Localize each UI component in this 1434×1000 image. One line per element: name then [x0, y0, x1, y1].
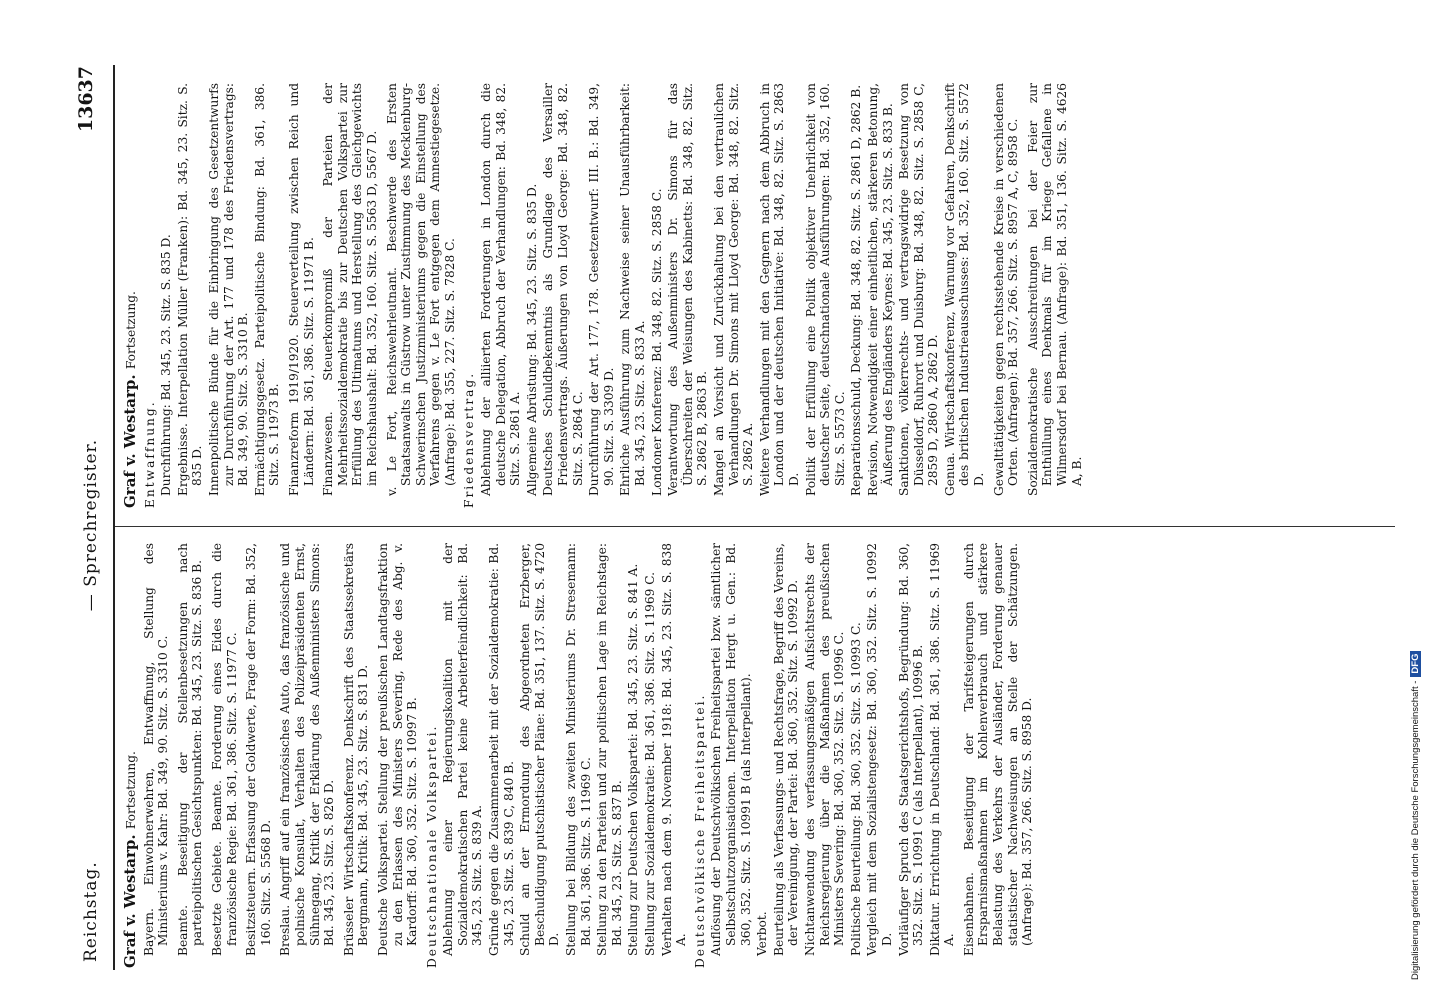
- sub-entry: Ehrliche Ausführung zum Nachweise seiner Unausführbarkeit: Bd. 345, 23. Sitz. S. 833 A.: [618, 83, 647, 496]
- sub-entry: Auflösung der Deutschvölkischen Freiheitspartei bzw. sämtlicher Selbstschutzorganisationen. Interpellation Hergt u. Gen.: Bd. 360, 352. Sitz. S. 10991 B (als Interpellant).: [709, 543, 753, 956]
- dfg-logo: DFG: [1410, 651, 1421, 677]
- register-entry: Besetzte Gebiete. Beamte. Forderung eines Eides durch die französische Regie: Bd. 361, 386. Sitz. S. 11977 C.: [209, 543, 239, 956]
- sub-entry: Durchführung: Bd. 345, 23. Sitz. S. 835 D.: [159, 234, 174, 496]
- sub-entry: Londoner Konferenz: Bd. 348, 82. Sitz. S. 2858 C.: [649, 188, 664, 496]
- sub-entry: Stellung bei Bildung des zweiten Ministeriums Dr. Stresemann: Bd. 361, 386. Sitz. S. 11969 C.: [564, 543, 593, 956]
- column-divider: [115, 526, 1395, 527]
- funding-note-text: Digitalisierung gefördert durch die Deutsche Forschungsgemeinschaft -: [1410, 680, 1421, 980]
- rotated-page-content: [75, 60, 1395, 990]
- funding-note: [1410, 30, 1432, 980]
- sub-entry: Nichtanwendung des verfassungsmäßigen Aufsichtsrechts der Reichsregierung über die Maßnahmen des preußischen Ministers Severing: Bd. 360, 352. Sitz. S. 10996 C.: [802, 543, 847, 956]
- sub-entry: Vergleich mit dem Sozialistengesetz: Bd. 360, 352. Sitz. S. 10992 D.: [865, 543, 894, 956]
- register-entry: Diktatur. Errichtung in Deutschland: Bd. 361, 386. Sitz. S. 11969 A.: [927, 543, 957, 956]
- register-entry: Besitzsteuern. Erfassung der Goldwerte, Frage der Form: Bd. 352, 160. Sitz. S. 5568 D.: [244, 543, 273, 956]
- section-heading: Entwaffnung.: [142, 400, 157, 508]
- header-dash: —: [81, 593, 101, 612]
- col2-head-name: Graf v. Westarp.: [121, 374, 139, 508]
- header-title: Sprechregister.: [81, 438, 101, 587]
- register-entry: Genua. Wirtschaftskonferenz, Warnung vor Gefahren, Denkschrift des britischen Industrieausschusses: Bd. 352, 160. Sitz. S. 5572 D.: [942, 83, 987, 496]
- sub-entry: Verbot.: [755, 911, 770, 956]
- header-left: Reichstag.: [81, 861, 101, 962]
- section-heading: Friedensvertrag.: [462, 371, 477, 508]
- sub-entry: Innenpolitische Bünde für die Einbringung des Gesetzentwurfs zur Durchführung der Art. 177 und 178 des Friedensvertrags: Bd. 349, 90. Sitz. S. 3310 B.: [206, 83, 251, 496]
- col1-head-name: Graf v. Westarp.: [121, 834, 139, 968]
- sub-entry: Deutsches Schuldbekenntnis als Grundlage des Versailler Friedensvertrags. Äußerungen von Lloyd George: Bd. 348, 82. Sitz. S. 2864 C.: [541, 83, 585, 496]
- sub-entry: Stellung zu den Parteien und zur politischen Lage im Reichstage: Bd. 345, 23. Sitz. S. 837 B.: [595, 543, 624, 956]
- sub-entry: Beurteilung als Verfassungs- und Rechtsfrage, Begriff des Vereins, der Vereinigung, der Partei: Bd. 360, 352. Sitz. S. 10992 D.: [771, 543, 801, 956]
- sub-entry: Politische Beurteilung: Bd. 360, 352. Sitz. S. 10993 C.: [848, 622, 863, 956]
- register-entry: Bayern. Einwohnerwehren, Entwaffnung, Stellung des Ministeriums v. Kahr: Bd. 349, 90. Sitz. S. 3310 C.: [141, 543, 171, 956]
- col2-head-cont: Fortsetzung.: [124, 291, 138, 370]
- sub-entry: Ablehnung einer Regierungskoalition mit der Sozialdemokratischen Partei keine Arbeiterfeindlichkeit: Bd. 345, 23. Sitz. S. 839 A.: [441, 543, 485, 956]
- header-center: [81, 60, 101, 990]
- sub-entry: Stellung zur Deutschen Volkspartei: Bd. 345, 23. Sitz. S. 841 A.: [626, 563, 641, 956]
- funding-note-text-wrap: [1410, 30, 1421, 980]
- sub-entry: Ablehnung der alliierten Forderungen in London durch die deutsche Delegation, Abbruch der Verhandlungen: Bd. 348, 82. Sitz. S. 2861 A.: [479, 83, 523, 496]
- sub-entry: Verhalten nach dem 9. November 1918: Bd. 345, 23. Sitz. S. 838 A.: [659, 543, 689, 956]
- sub-entry: Ergebnisse. Interpellation Müller (Franken): Bd. 345, 23. Sitz. S. 835 D.: [175, 83, 205, 496]
- sub-entry: Mangel an Vorsicht und Zurückhaltung bei den vertraulichen Verhandlungen Dr. Simons mit Lloyd George: Bd. 348, 82. Sitz. S. 2862 A.: [711, 83, 756, 496]
- sub-entry: Revision, Notwendigkeit einer einheitlichen, stärkeren Betonung, Äußerung des Engländers Keynes: Bd. 345, 23. Sitz. S. 833 B.: [865, 83, 895, 496]
- sub-entry: Durchführung der Art. 177, 178. Gesetzentwurf: III. B.: Bd. 349, 90. Sitz. S. 3309 D.: [587, 83, 616, 496]
- column-left: [123, 543, 1040, 968]
- sub-entry: Politik der Erfüllung eine Politik objektiver Unehrlichkeit von deutscher Seite, deutschnationale Ausführungen: Bd. 352, 160. Sitz. S. 5573 C.: [803, 83, 847, 496]
- sub-entry: Reparationsschuld, Deckung: Bd. 348, 82. Sitz. S. 2861 D, 2862 B.: [849, 84, 864, 496]
- header-rule: [113, 65, 115, 970]
- col1-heading: [123, 543, 139, 968]
- register-entry: Beamte. Beseitigung der Stellenbesetzungen nach parteipolitischen Gesichtspunkten: Bd. 345, 23. Sitz. S. 836 B.: [175, 543, 205, 956]
- sub-entry: Verantwortung des Außenministers Dr. Simons für das Überschreiten der Weisungen des Kabinetts: Bd. 348, 82. Sitz. S. 2862 B, 2863 B.: [666, 83, 710, 496]
- register-entry: Gewalttätigkeiten gegen rechtsstehende Kreise in verschiedenen Orten. (Anfragen): Bd. 357, 266. Sitz. S. 8957 A, C, 8958 C.: [991, 83, 1021, 496]
- running-header: [75, 60, 113, 990]
- sub-entry: Schuld an der Ermordung des Abgeordneten Erzberger, Beschuldigung putschistischer Pläne: Bd. 351, 137. Sitz. S. 4720 D.: [518, 543, 562, 956]
- sub-entry: Weitere Verhandlungen mit den Gegnern nach dem Abbruch in London und der deutschen Initiative: Bd. 348, 82. Sitz. S. 2863 D.: [757, 83, 801, 496]
- register-entry: Brüsseler Wirtschaftskonferenz. Denkschrift des Staatssekretärs Bergmann, Kritik: Bd. 345, 23. Sitz. S. 831 D.: [341, 543, 371, 956]
- register-entry: v. Le Fort, Reichswehrleutnant. Beschwerde des Ersten Staatsanwalts in Güstrow unter Zustimmung des Mecklenburg-Schwerinschen Justizministeriums gegen die Einstellung des Verfahrens gegen v. Le Fort entgegen dem Amnestiegesetze. (Anfrage): Bd. 355, 227. Sitz. S. 7828 C.: [384, 83, 457, 496]
- page-number: 13637: [75, 66, 97, 133]
- section-heading: Deutschvölkische Freiheitspartei.: [692, 693, 707, 968]
- register-entry: Deutsche Volkspartei. Stellung der preußischen Landtagsfraktion zu den Erlassen des Ministers Severing, Rede des Abg. v. Kardorff: Bd. 360, 352. Sitz. S. 10997 B.: [375, 543, 420, 956]
- register-entry: Finanzreform 1919/1920. Steuerverteilung zwischen Reich und Ländern: Bd. 361, 386. Sitz. S. 11971 B.: [286, 83, 316, 496]
- register-entry: Ermächtigungsgesetz. Parteipolitische Bindung: Bd. 361, 386. Sitz. S. 11973 B.: [252, 83, 282, 496]
- col2-heading: [123, 83, 139, 508]
- register-entry: Eisenbahnen. Beseitigung der Tarifsteigerungen durch Ersparnismaßnahmen im Kohlenverbrauch und stärkere Belastung des Verkehrs der Ausländer, Forderung genauer statistischer Nachweisungen an Stelle der Schätzungen. (Anfrage): Bd. 357, 266. Sitz. S. 8958 D.: [961, 543, 1035, 956]
- sub-entry: Vorläufiger Spruch des Staatsgerichtshofs, Begründung: Bd. 360, 352. Sitz. S. 10991 C (als Interpellant), 10996 B.: [896, 543, 926, 956]
- sub-entry: Sanktionen, völkerrechts- und vertragswidrige Besetzung von Düsseldorf, Ruhrort und Duisburg: Bd. 348, 82. Sitz. S. 2858 C, 2859 D, 2860 A, 2862 D.: [897, 83, 941, 496]
- register-entry: Breslau. Angriff auf ein französisches Auto, das französische und polnische Konsulat, Verhalten des Polizeipräsidenten Ernst, Sühnegang, Kritik der Erklärung des Außenministers Simons: Bd. 345, 23. Sitz. S. 826 D.: [278, 543, 337, 956]
- register-entry: Finanzwesen. Steuerkompromiß der Parteien der Mehrheitssozialdemokratie bis zur Deutschen Volkspartei zur Erfüllung des Ultimatums und Herstellung des Gleichgewichts im Reichshaushalt: Bd. 352, 160. Sitz. S. 5563 D, 5567 D.: [321, 83, 379, 496]
- column-right: [123, 83, 1089, 508]
- sub-entry: Gründe gegen die Zusammenarbeit mit der Sozialdemokratie: Bd. 345, 23. Sitz. S. 839 C, 840 B.: [487, 543, 516, 956]
- sub-entry: Allgemeine Abrüstung: Bd. 345, 23. Sitz. S. 835 D.: [524, 183, 539, 496]
- register-entry: Sozialdemokratische Ausschreitungen bei der Feier zur Enthüllung eines Denkmals für im Kriege Gefallene in Wilmersdorf bei Bernau. (Anfrage): Bd. 351, 136. Sitz. S. 4626 A, B.: [1025, 83, 1084, 496]
- section-heading: Deutschnationale Volkspartei.: [424, 724, 439, 968]
- sub-entry: Stellung zur Sozialdemokratie: Bd. 361, 386. Sitz. S. 11969 C.: [643, 571, 657, 956]
- col1-head-cont: Fortsetzung.: [124, 751, 138, 830]
